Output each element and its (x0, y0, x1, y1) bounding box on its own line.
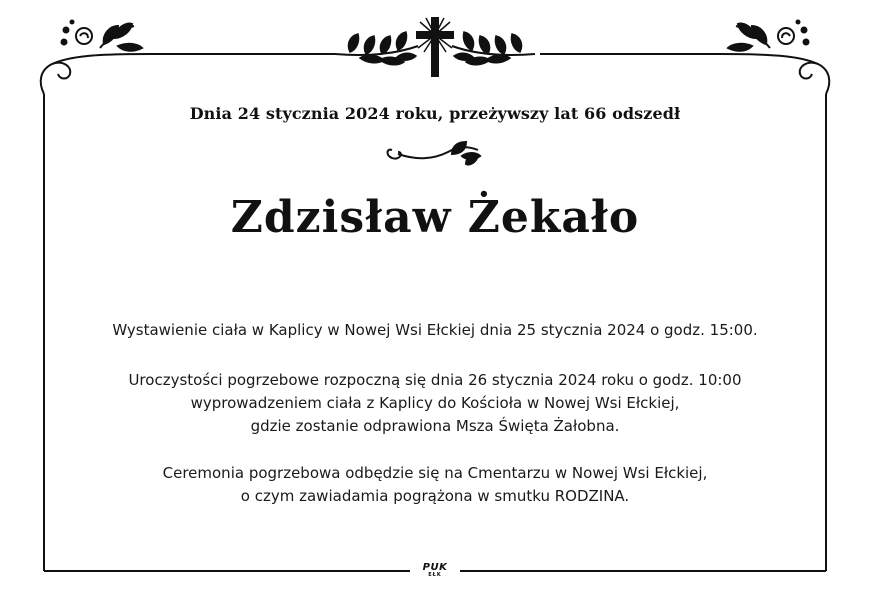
death-announcement-line: Dnia 24 stycznia 2024 roku, przeżywszy lat 66 odszedł (189, 104, 681, 123)
funeral-line: gdzie zostanie odprawiona Msza Święta Żałobna. (250, 417, 620, 435)
laurel-branch-icon (452, 32, 535, 65)
ceremony-paragraph (60, 462, 810, 508)
laurel-branch-icon (335, 32, 418, 65)
funeral-line: Uroczystości pogrzebowe rozpoczną się dnia 26 stycznia 2024 roku o godz. 10:00 (128, 371, 742, 389)
deceased-name: Zdzisław Żekało (230, 192, 640, 243)
ceremony-line: Ceremonia pogrzebowa odbędzie się na Cmentarzu w Nowej Wsi Ełckiej, (162, 464, 708, 482)
corner-flourish-icon (41, 20, 150, 95)
viewing-paragraph (60, 319, 810, 342)
logo-main-text: PUK (422, 562, 448, 573)
cross-icon (416, 17, 454, 77)
funeral-paragraph (60, 369, 810, 438)
logo-sub-text: EŁK (428, 572, 442, 578)
ceremony-line: o czym zawiadamia pogrążona w smutku RODZINA. (240, 487, 630, 505)
company-logo (0, 563, 870, 578)
viewing-text: Wystawienie ciała w Kaplicy w Nowej Wsi Ełckiej dnia 25 stycznia 2024 o godz. 15:00. (112, 321, 758, 339)
small-leaf-flourish-icon (388, 142, 481, 165)
funeral-line: wyprowadzeniem ciała z Kaplicy do Kościoła w Nowej Wsi Ełckiej, (190, 394, 680, 412)
corner-flourish-icon (720, 20, 829, 95)
